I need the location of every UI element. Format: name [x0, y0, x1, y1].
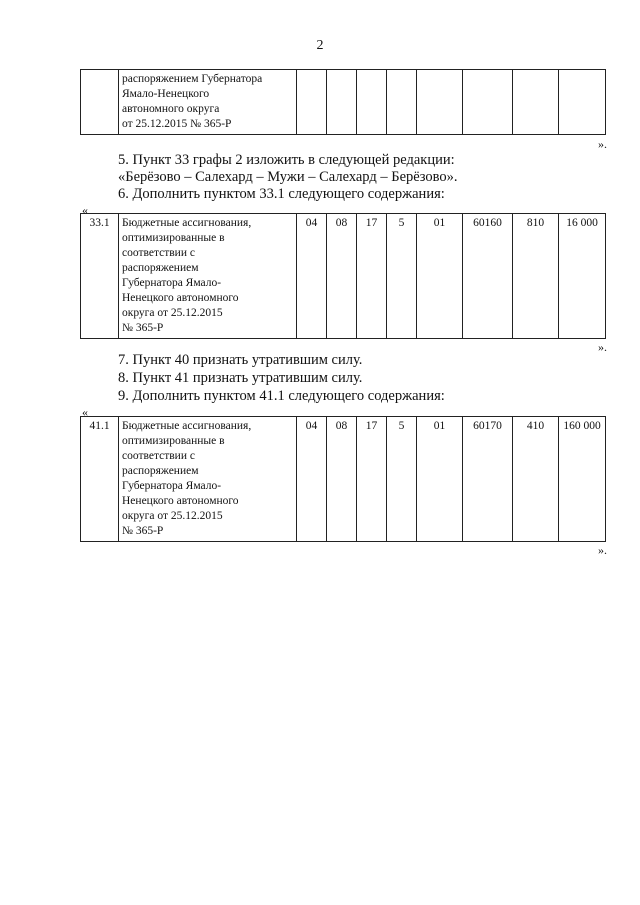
- opening-quote: «: [82, 405, 88, 419]
- item-number: 33.1: [81, 214, 119, 339]
- code-cell: 04: [297, 214, 327, 339]
- table-cell-description: [119, 417, 297, 542]
- description-line: оптимизированные в: [122, 232, 225, 244]
- description-line: распоряжением: [122, 465, 199, 477]
- description-line: от 25.12.2015 № 365-Р: [122, 118, 232, 130]
- description-line: № 365-Р: [122, 322, 164, 334]
- closing-quote: ».: [598, 340, 607, 354]
- item-number: 41.1: [81, 417, 119, 542]
- paragraph-5-text: «Берёзово – Салехард – Мужи – Салехард – Берёзово».: [118, 169, 458, 185]
- paragraph-6: 6. Дополнить пунктом 33.1 следующего содержания:: [118, 186, 445, 202]
- description-line: округа от 25.12.2015: [122, 510, 223, 522]
- code-cell: 5: [387, 417, 417, 542]
- description-line: распоряжением: [122, 262, 199, 274]
- table-cell-description: [119, 214, 297, 339]
- code-cell: 810: [513, 214, 559, 339]
- table-cell-empty: [297, 70, 327, 135]
- description-line: Бюджетные ассигнования,: [122, 420, 252, 432]
- page-number: 2: [316, 38, 324, 53]
- description-line: соответствии с: [122, 247, 195, 259]
- description-line: Ямало-Ненецкого: [122, 88, 210, 100]
- paragraph-8: 8. Пункт 41 признать утратившим силу.: [118, 370, 363, 386]
- description-line: распоряжением Губернатора: [122, 73, 263, 85]
- code-cell: 01: [417, 417, 463, 542]
- table-cell-empty: [327, 70, 357, 135]
- closing-quote: ».: [598, 137, 607, 151]
- amount-cell: 160 000: [559, 417, 606, 542]
- description-line: соответствии с: [122, 450, 195, 462]
- code-cell: 04: [297, 417, 327, 542]
- code-cell: 410: [513, 417, 559, 542]
- paragraph-7: 7. Пункт 40 признать утратившим силу.: [118, 352, 363, 368]
- description-line: автономного округа: [122, 103, 220, 115]
- table-cell-description: [119, 70, 297, 135]
- table-cell-empty: [81, 70, 119, 135]
- description-line: Ненецкого автономного: [122, 495, 239, 507]
- table-cell-empty: [559, 70, 606, 135]
- code-cell: 60170: [463, 417, 513, 542]
- paragraph-5: 5. Пункт 33 графы 2 изложить в следующей редакции:: [118, 152, 455, 168]
- table-cell-empty: [513, 70, 559, 135]
- code-cell: 5: [387, 214, 417, 339]
- table-cell-empty: [417, 70, 463, 135]
- description-line: Губернатора Ямало-: [122, 480, 222, 492]
- opening-quote: «: [82, 203, 88, 217]
- code-cell: 01: [417, 214, 463, 339]
- description-line: № 365-Р: [122, 525, 164, 537]
- table-item-41-1: [80, 416, 606, 542]
- table-cell-empty: [463, 70, 513, 135]
- table-item-33-1: [80, 213, 606, 339]
- description-line: Ненецкого автономного: [122, 292, 239, 304]
- code-cell: 08: [327, 417, 357, 542]
- table-cell-empty: [387, 70, 417, 135]
- description-line: Губернатора Ямало-: [122, 277, 222, 289]
- code-cell: 08: [327, 214, 357, 339]
- code-cell: 60160: [463, 214, 513, 339]
- table-cell-empty: [357, 70, 387, 135]
- description-line: Бюджетные ассигнования,: [122, 217, 252, 229]
- amount-cell: 16 000: [559, 214, 606, 339]
- code-cell: 17: [357, 214, 387, 339]
- table-continuation: [80, 69, 606, 135]
- description-line: оптимизированные в: [122, 435, 225, 447]
- closing-quote: ».: [598, 543, 607, 557]
- description-line: округа от 25.12.2015: [122, 307, 223, 319]
- code-cell: 17: [357, 417, 387, 542]
- paragraph-9: 9. Дополнить пунктом 41.1 следующего содержания:: [118, 388, 445, 404]
